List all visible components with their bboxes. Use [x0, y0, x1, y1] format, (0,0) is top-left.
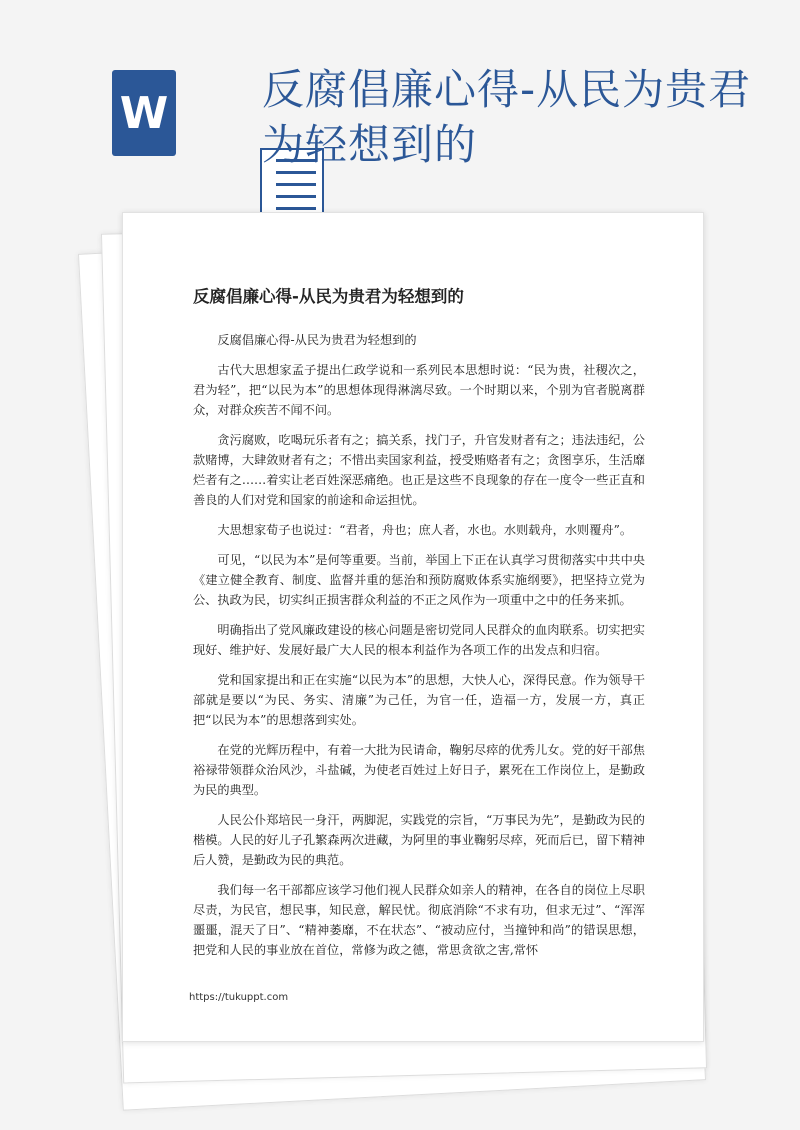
banner [0, 0, 800, 200]
paragraph: 明确指出了党风廉政建设的核心问题是密切党同人民群众的血肉联系。切实把实现好、维护好、发展好最广大人民的根本利益作为各项工作的出发点和归宿。 [193, 623, 645, 657]
document-body [193, 330, 645, 970]
paragraph: 我们每一名干部都应该学习他们视人民群众如亲人的精神，在各自的岗位上尽职尽责，为民官，想民事，知民意，解民忧。彻底消除“不求有功，但求无过”、“浑浑噩噩，混天了日”、“精神萎靡，不在状态”、“被动应付，当撞钟和尚”的错误思想，把党和人民的事业放在首位，常修为政之德，常思贪欲之害,常怀 [193, 883, 645, 957]
paragraph: 在党的光辉历程中，有着一大批为民请命，鞠躬尽瘁的优秀儿女。党的好干部焦裕禄带领群众治风沙，斗盐碱，为使老百姓过上好日子，累死在工作岗位上，是勤政为民的典型。 [193, 743, 645, 797]
word-w-icon: W [112, 70, 176, 156]
paragraph: 大思想家荀子也说过：“君者，舟也；庶人者，水也。水则载舟，水则覆舟”。 [217, 523, 633, 537]
paragraph: 贪污腐败，吃喝玩乐者有之；搞关系，找门子，升官发财者有之；违法违纪，公款赌博，大肆敛财者有之；不惜出卖国家利益，授受贿赂者有之；贪图享乐，生活靡烂者有之……着实让老百姓深恶痛绝。也正是这些不良现象的存在一度令一些正直和善良的人们对党和国家的前途和命运担忧。 [193, 433, 645, 507]
footer-url: https://tukuppt.com [189, 992, 289, 1003]
paragraph: 人民公仆郑培民一身汗，两脚泥，实践党的宗旨，“万事民为先”，是勤政为民的楷模。人民的好儿子孔繁森两次进藏，为阿里的事业鞠躬尽瘁，死而后已，留下精神后人赞，是勤政为民的典范。 [193, 813, 645, 867]
document-page [122, 212, 704, 1042]
paragraph: 可见，“以民为本”是何等重要。当前，举国上下正在认真学习贯彻落实中共中央《建立健全教育、制度、监督并重的惩治和预防腐败体系实施纲要》，把坚持立党为公、执政为民，切实纠正损害群众利益的不正之风作为一项重中之中的任务来抓。 [193, 553, 645, 607]
paragraph: 反腐倡廉心得-从民为贵君为轻想到的 [217, 333, 417, 347]
banner-title: 反腐倡廉心得-从民为贵君为轻想到的 [262, 65, 752, 169]
document-title: 反腐倡廉心得-从民为贵君为轻想到的 [193, 287, 464, 306]
paragraph: 古代大思想家孟子提出仁政学说和一系列民本思想时说：“民为贵，社稷次之，君为轻”，把“以民为本”的思想体现得淋漓尽致。一个时期以来，个别为官者脱离群众，对群众疾苦不闻不问。 [193, 363, 645, 417]
paragraph: 党和国家提出和正在实施“以民为本”的思想，大快人心，深得民意。作为领导干部就是要以“为民、务实、清廉”为己任，为官一任，造福一方，发展一方，真正把“以民为本”的思想落到实处。 [193, 673, 645, 727]
